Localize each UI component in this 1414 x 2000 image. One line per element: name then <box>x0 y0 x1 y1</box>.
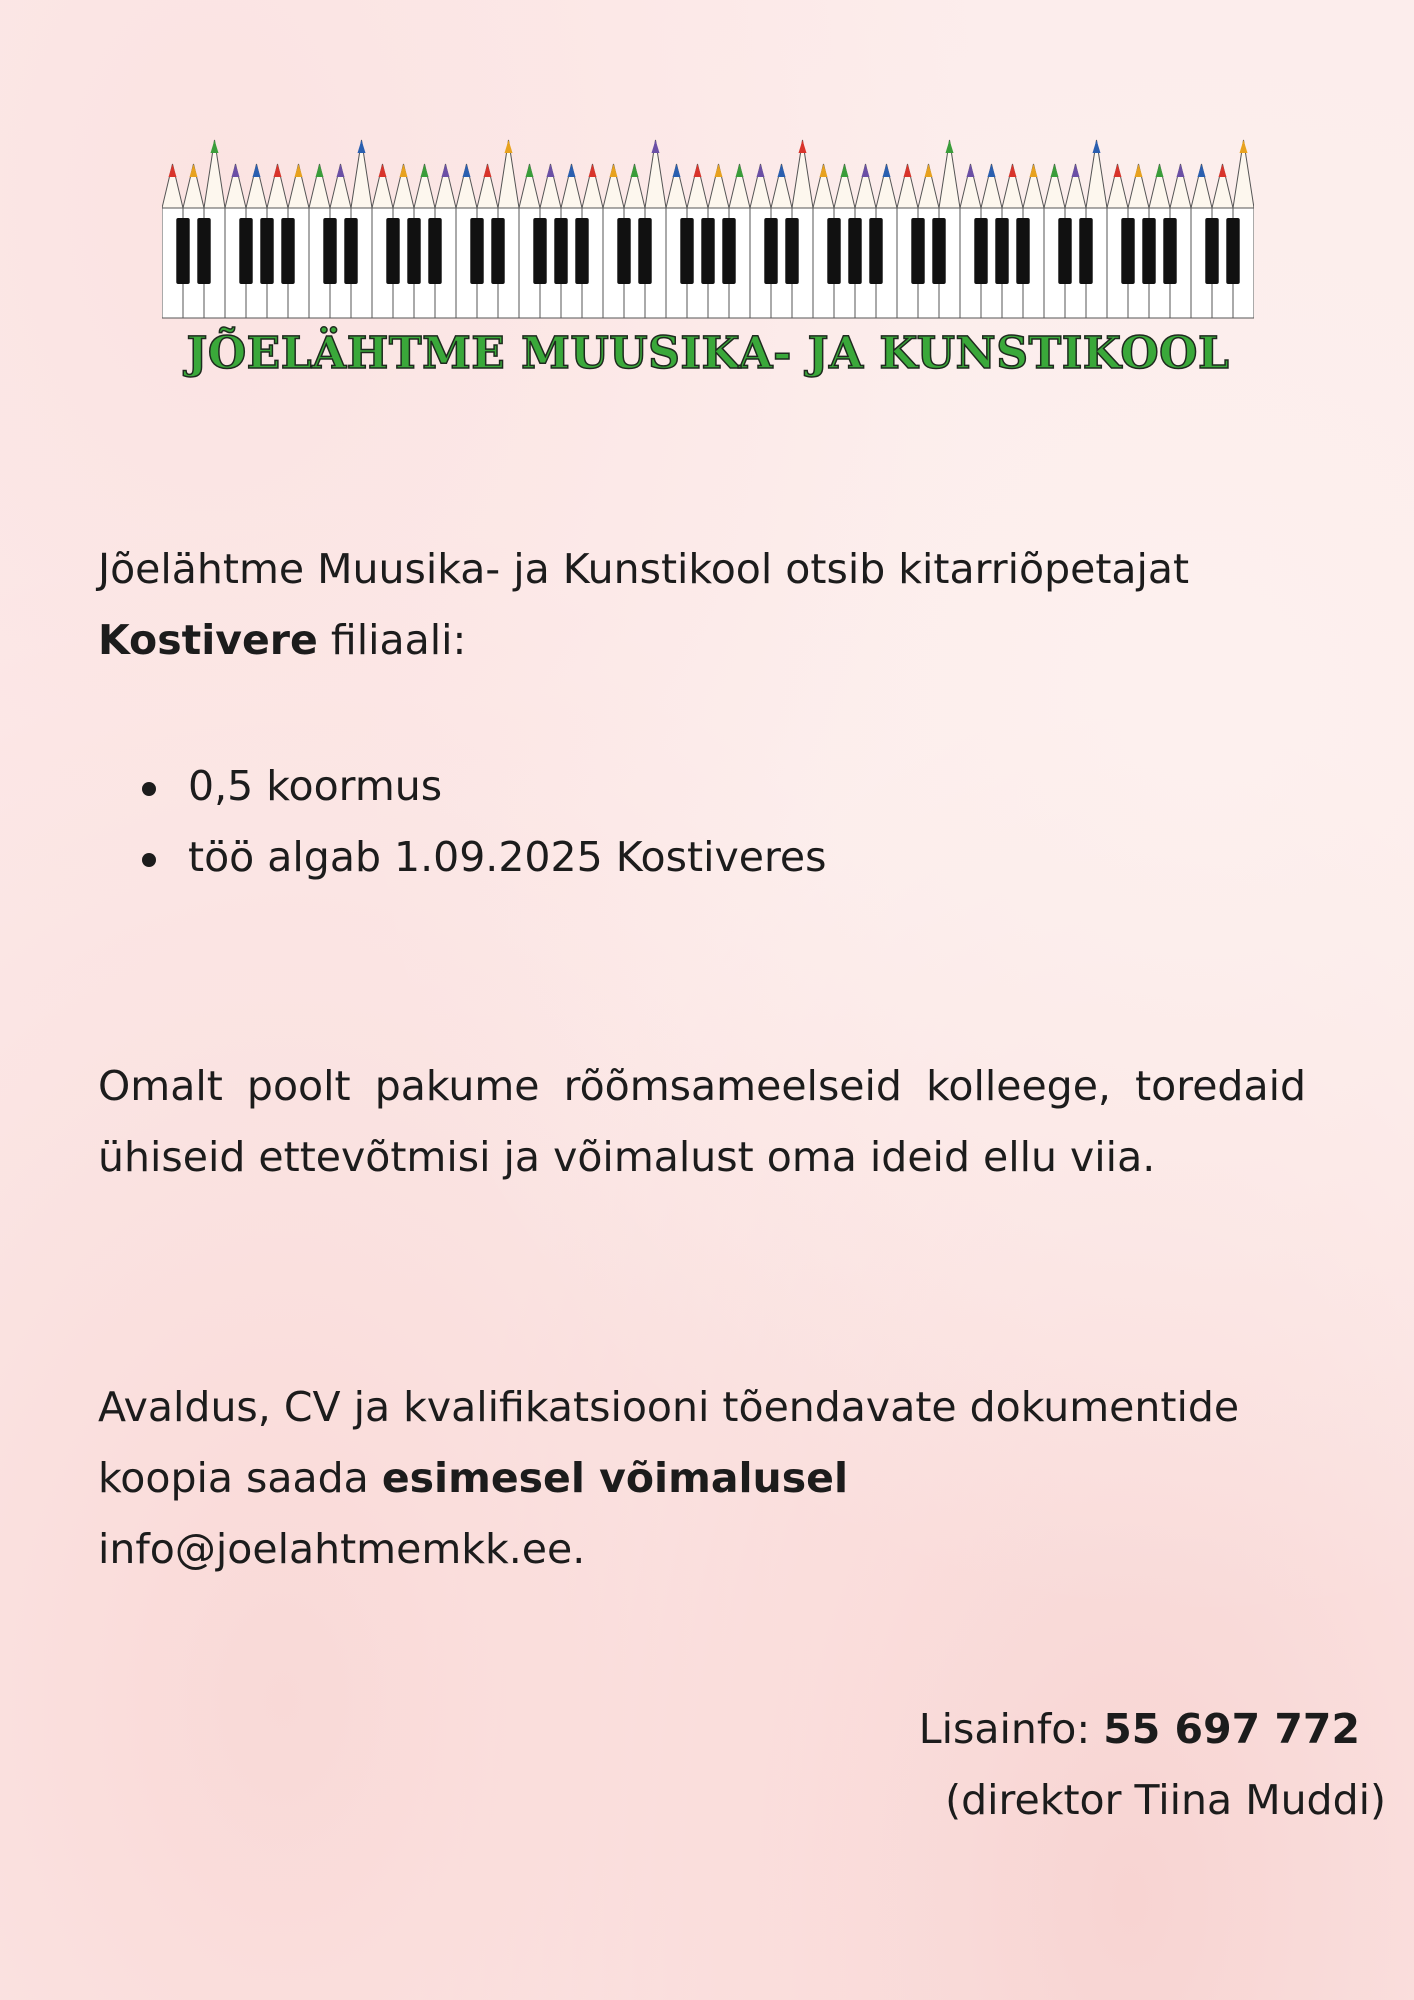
email-link[interactable]: info@joelahtmemkk.ee. <box>98 1525 586 1573</box>
contact-info <box>760 1694 1386 1836</box>
pencil-tip <box>778 164 786 177</box>
black-key <box>974 218 987 284</box>
black-key <box>1016 218 1029 284</box>
black-key <box>722 218 735 284</box>
logo-title: JÕELÄHTME MUUSIKA- JA KUNSTIKOOL <box>186 328 1230 379</box>
pencil-tip <box>631 164 639 177</box>
pencil-tip <box>883 164 891 177</box>
pencil-tip <box>295 164 303 177</box>
pencil-tip <box>1030 164 1038 177</box>
black-key <box>239 218 252 284</box>
black-key <box>1205 218 1218 284</box>
pencil-tip <box>1177 164 1185 177</box>
pencil-tip <box>568 164 576 177</box>
pencil-tip <box>925 164 933 177</box>
list-item: töö algab 1.09.2025 Kostiveres <box>140 822 1240 893</box>
pencil-tip <box>316 164 324 177</box>
black-key <box>1226 218 1239 284</box>
phone-number[interactable]: 55 697 772 <box>1103 1705 1360 1753</box>
intro-location: Kostivere <box>98 616 318 664</box>
pencil-tip <box>841 164 849 177</box>
black-key <box>932 218 945 284</box>
pencil-tip <box>1156 164 1164 177</box>
pencil-tip <box>169 164 177 177</box>
black-key <box>701 218 714 284</box>
intro-text-1: Jõelähtme Muusika- ja Kunstikool otsib kitarriõpetajat <box>98 545 1190 593</box>
pencil-tip <box>547 164 555 177</box>
pencil-tip <box>211 140 219 153</box>
pencil-tip <box>652 140 660 153</box>
black-key <box>1121 218 1134 284</box>
black-key <box>575 218 588 284</box>
pencil-tip <box>337 164 345 177</box>
pencil-tip <box>526 164 534 177</box>
pencil-tip <box>610 164 618 177</box>
pencil-tip <box>400 164 408 177</box>
black-key <box>491 218 504 284</box>
pencil-tip <box>673 164 681 177</box>
pencil-tip <box>190 164 198 177</box>
black-key <box>344 218 357 284</box>
pencil-tip <box>274 164 282 177</box>
black-key <box>1142 218 1155 284</box>
pencil-tip <box>1198 164 1206 177</box>
black-key <box>617 218 630 284</box>
black-key <box>386 218 399 284</box>
details-list <box>140 751 1240 893</box>
intro-text-2: filiaali: <box>317 616 467 664</box>
list-item: 0,5 koormus <box>140 751 1240 822</box>
black-key <box>869 218 882 284</box>
pencil-tip <box>736 164 744 177</box>
black-key <box>785 218 798 284</box>
pencil-tip <box>967 164 975 177</box>
contact-label: Lisainfo: <box>918 1705 1104 1753</box>
pencil-tip <box>904 164 912 177</box>
offer-paragraph: Omalt poolt pakume rõõmsameelseid kolleege, toredaid ühiseid ettevõtmisi ja võimalust oma ideid ellu viia. <box>98 1062 1306 1181</box>
black-key <box>281 218 294 284</box>
black-key <box>911 218 924 284</box>
pencil-tip <box>379 164 387 177</box>
black-key <box>197 218 210 284</box>
pencil-tip <box>1135 164 1143 177</box>
pencil-tip <box>862 164 870 177</box>
pencil-tip <box>505 140 513 153</box>
school-logo <box>162 138 1254 388</box>
black-key <box>554 218 567 284</box>
black-key <box>1079 218 1092 284</box>
pencil-tip <box>988 164 996 177</box>
black-key <box>470 218 483 284</box>
pencil-tip <box>232 164 240 177</box>
pencil-tip <box>694 164 702 177</box>
pencil-tip <box>421 164 429 177</box>
pencil-tip <box>1072 164 1080 177</box>
pencil-tip <box>589 164 597 177</box>
black-key <box>764 218 777 284</box>
apply-paragraph <box>98 1372 1358 1585</box>
apply-text: Avaldus, CV ja kvalifikatsiooni tõendavate dokumentide koopia saada <box>98 1383 1240 1502</box>
pencil-tip <box>358 140 366 153</box>
black-key <box>323 218 336 284</box>
pencil-tip <box>799 140 807 153</box>
pencil-tip <box>253 164 261 177</box>
pencil-tip <box>1219 164 1227 177</box>
black-key <box>995 218 1008 284</box>
pencil-tip <box>820 164 828 177</box>
intro-paragraph <box>98 534 1318 676</box>
pencil-tip <box>1093 140 1101 153</box>
pencil-tip <box>463 164 471 177</box>
black-key <box>638 218 651 284</box>
black-key <box>428 218 441 284</box>
pencil-tip <box>1051 164 1059 177</box>
pencil-tip <box>946 140 954 153</box>
pencil-tip <box>1240 140 1248 153</box>
pencil-tip <box>1114 164 1122 177</box>
piano-pencils-graphic <box>162 138 1254 323</box>
black-key <box>260 218 273 284</box>
black-key <box>407 218 420 284</box>
pencil-tip <box>1009 164 1017 177</box>
black-key <box>1058 218 1071 284</box>
pencil-tip <box>484 164 492 177</box>
pencil-tip <box>442 164 450 177</box>
black-key <box>533 218 546 284</box>
pencil-tip <box>757 164 765 177</box>
apply-deadline: esimesel võimalusel <box>381 1454 849 1502</box>
black-key <box>1163 218 1176 284</box>
pencil-tip <box>715 164 723 177</box>
black-key <box>176 218 189 284</box>
black-key <box>680 218 693 284</box>
black-key <box>827 218 840 284</box>
contact-person: (direktor Tiina Muddi) <box>945 1776 1386 1824</box>
black-key <box>848 218 861 284</box>
